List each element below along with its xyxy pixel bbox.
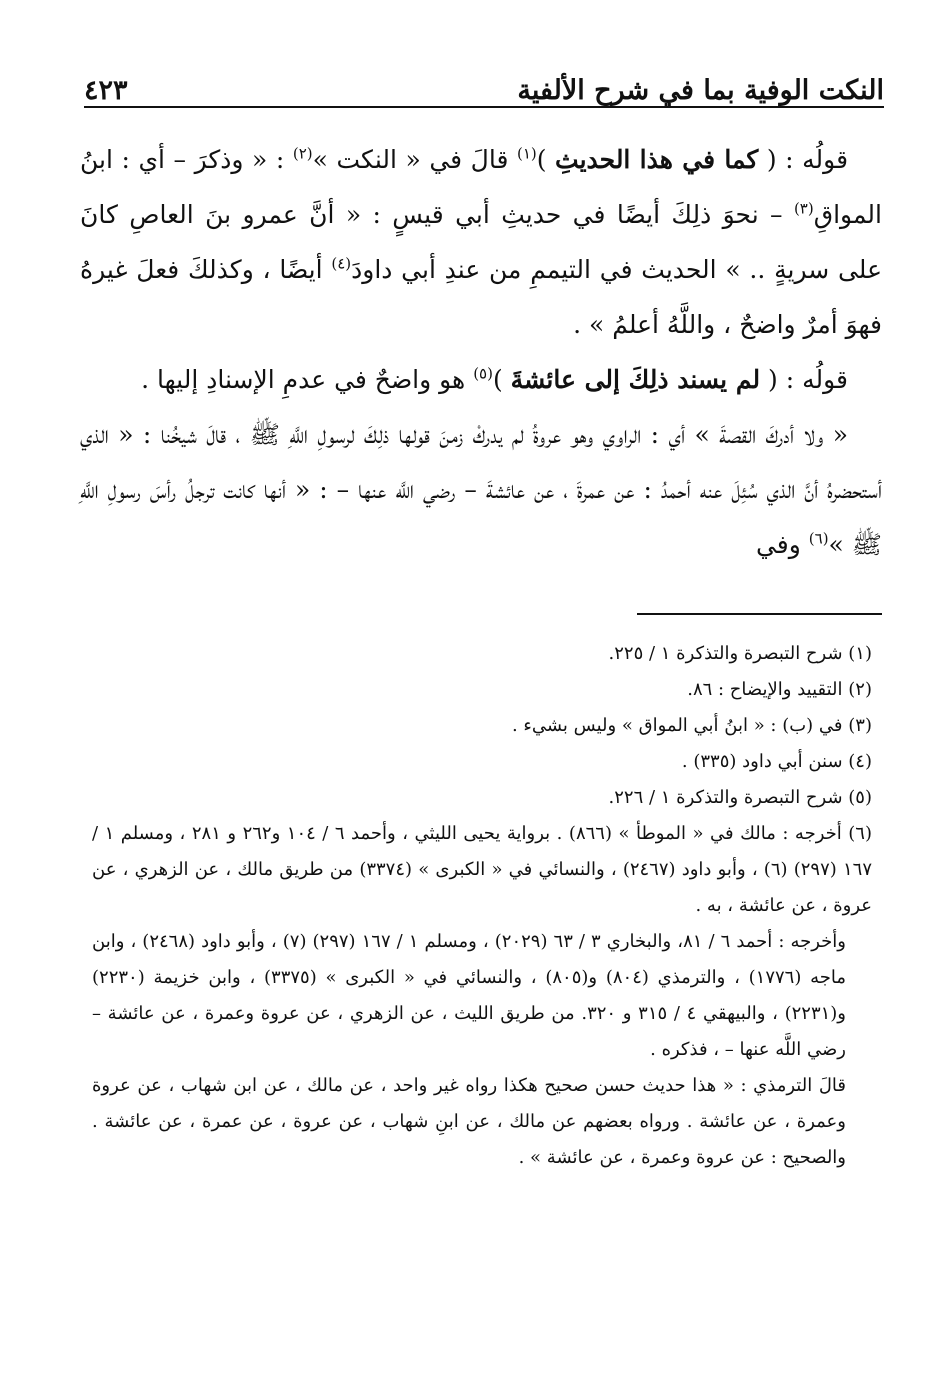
footnote-6: (٦) أخرجه : مالك في « الموطأ » (٨٦٦) . برواية يحيى الليثي ، وأحمد ٦ / ١٠٤ و٢٦٢ و ٢٨١ ، ومسلم ١ / ١٦٧ (٢٩٧) (٦) ، وأبو داود (٢٤٦٧) ، والنسائي في « الكبرى » (٣٣٧٤) من طريق مالك ، عن الزهري ، عن عروة ، عن عائشة ، به . — [92, 823, 872, 916]
header-rule — [84, 106, 884, 108]
p1-intro: قولُه : ( — [758, 145, 849, 174]
footnotes — [92, 636, 872, 1176]
p2-after-quote: ) — [492, 365, 511, 394]
main-text — [80, 132, 882, 572]
running-title: النكت الوفية بما في شرح الألفية — [517, 75, 884, 106]
paragraph-1 — [80, 132, 882, 352]
paragraph-2 — [80, 352, 882, 407]
footnote-ref-5: (٥) — [473, 364, 493, 383]
footnote-ref-2: (٢) — [292, 144, 313, 163]
p2-text-1: هو واضحٌ في عدمِ الإسنادِ إليها . — [141, 365, 474, 394]
p1-text-4: أيضًا ، وكذلكَ فعلَ غيرهُ فهوَ أمرٌ واضحٌ ، واللَّهُ أعلمُ » . — [80, 255, 882, 339]
p2-intro: قولُه : ( — [760, 365, 848, 394]
footnote-6-continued: وأخرجه : أحمد ٦ / ٨١، والبخاري ٣ / ٦٣ (٢٠٢٩) ، ومسلم ١ / ١٦٧ (٢٩٧) (٧) ، وأبو داود (٢٤٦٨) ، وابن ماجه (١٧٧٦) ، والترمذي (٨٠٤) و(٨٠٥) ، والنسائي في « الكبرى » (٣٣٧٥) ، وابن خزيمة (٢٢٣٠) و(٢٢٣١) ، والبيهقي ٤ / ٣١٥ و ٣٢٠. من طريق الليث ، عن الزهري ، عن عروة وعمرة ، عن عائشة – رضي اللَّه عنها – ، فذكره . — [92, 931, 846, 1060]
footnote-ref-1: (١) — [516, 144, 537, 163]
footnote-4: (٤) سنن أبي داود (٣٣٥) . — [681, 751, 872, 772]
footnote-1: (١) شرح التبصرة والتذكرة ١ / ٢٢٥. — [608, 643, 872, 664]
footnote-2: (٢) التقييد والإيضاح : ٨٦. — [687, 679, 872, 700]
p1-text-1: قالَ في « النكت » — [312, 145, 517, 174]
p1-after-quote: ) — [536, 145, 556, 174]
footnote-5: (٥) شرح التبصرة والتذكرة ١ / ٢٢٦. — [608, 787, 872, 808]
page-number: ٤٢٣ — [84, 75, 128, 106]
p3-text-1: « ولا أدركَ القصةَ » أي : الراوي وهو عروةُ لم يدركْ زمنَ قولها ذلِكَ لرسولِ اللَّهِ ﷺ ، قالَ شيخُنا : « الذي أستحضرهُ أنَّ الذي سُئِلَ عنه أحمدُ : عن عمرةَ ، عن عائشةَ – رضي اللَّه عنها – : « أنها كانت ترجلُ رأسَ رسولِ اللَّهِ ﷺ » — [80, 420, 882, 559]
p1-quoted-phrase: كما في هذا الحديثِ — [555, 145, 759, 174]
p1-text-2: : « وذكرَ – أي : ابنُ المواقِ — [80, 145, 882, 229]
p3-text-2: وفي — [755, 530, 809, 559]
p2-quoted-phrase: لم يسند ذلِكَ إلى عائشةَ — [510, 365, 761, 394]
paragraph-3 — [80, 407, 882, 572]
footnote-ref-6: (٦) — [808, 529, 829, 548]
footnote-separator — [637, 613, 882, 615]
p1-text-3: – نحوَ ذلِكَ أيضًا في حديثِ أبي قيسٍ : « أنَّ عمرو بنَ العاصِ كانَ على سريةٍ .. » الحديث في التيممِ من عندِ أبي داودَ — [80, 200, 882, 284]
footnote-6-tirmidhi-quote: قالَ الترمذي : « هذا حديث حسن صحيح هكذا رواه غير واحد ، عن مالك ، عن ابن شهاب ، عن عروة وعمرة ، عن عائشة . ورواه بعضهم عن مالك ، عن ابنِ شهاب ، عن عروة ، عن عمرة ، عن عائشة . والصحيح : عن عروة وعمرة ، عن عائشة » . — [92, 1075, 846, 1168]
footnote-ref-3: (٣) — [793, 199, 814, 218]
footnote-3: (٣) في (ب) : « ابنُ أبي المواق » وليس بشيء . — [511, 715, 872, 736]
page-header — [84, 52, 884, 104]
footnote-ref-4: (٤) — [331, 254, 352, 273]
